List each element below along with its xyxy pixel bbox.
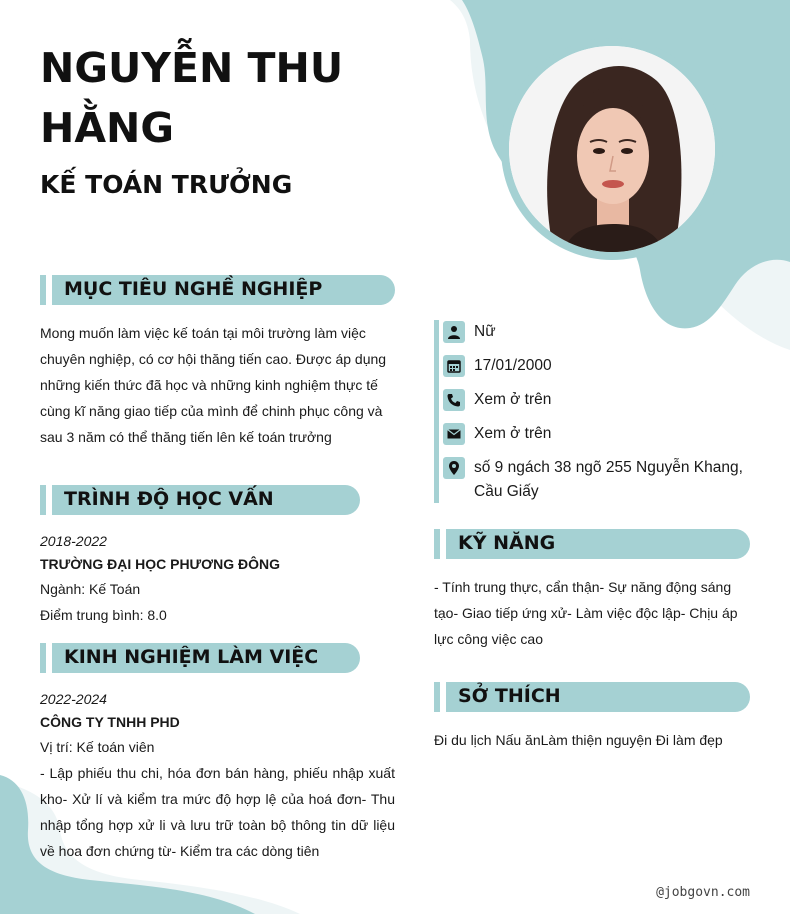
job-title: KẾ TOÁN TRƯỞNG [40, 170, 293, 199]
education-gpa: Điểm trung bình: 8.0 [40, 607, 167, 623]
contact-phone: Xem ở trên [474, 391, 552, 408]
contact-address: số 9 ngách 38 ngõ 255 Nguyễn Khang, Cầu Giấy [474, 459, 743, 500]
footer-watermark: @jobgovn.com [656, 885, 750, 900]
section-education-header [40, 485, 360, 515]
hobbies-text: Đi du lịch Nấu ănLàm thiện nguyện Đi làm đẹp [434, 732, 723, 748]
education-period: 2018-2022 [40, 533, 107, 549]
avatar [509, 46, 715, 252]
experience-position: Vị trí: Kế toán viên [40, 739, 155, 755]
location-pin-icon [443, 457, 465, 479]
contact-birthdate: 17/01/2000 [474, 357, 552, 374]
contact-accent-bar [434, 320, 439, 503]
skills-text: - Tính trung thực, cẩn thận- Sự năng động sáng tạo- Giao tiếp ứng xử- Làm việc độc lập- Chịu áp lực công việc cao [434, 579, 738, 647]
section-hobbies-title: SỞ THÍCH [458, 685, 561, 707]
phone-icon [443, 389, 465, 411]
section-experience-title: KINH NGHIỆM LÀM VIỆC [64, 646, 319, 668]
profile-photo [501, 38, 723, 260]
section-experience-header [40, 643, 360, 673]
contact-gender: Nữ [474, 323, 496, 340]
mail-icon [443, 423, 465, 445]
experience-description: - Lập phiếu thu chi, hóa đơn bán hàng, phiếu nhập xuất kho- Xử lí và kiểm tra mức độ hợp lệ của hoá đơn- Thu nhập tổng hợp xử li và lưu trữ toàn bộ thông tin dữ liệu về hoa đơn chứng từ- Kiểm tra các dòng tiên [40, 765, 395, 859]
section-hobbies-header [434, 682, 750, 712]
contact-email: Xem ở trên [474, 425, 552, 442]
section-skills-title: KỸ NĂNG [458, 532, 556, 554]
experience-period: 2022-2024 [40, 691, 107, 707]
education-school: TRƯỜNG ĐẠI HỌC PHƯƠNG ĐÔNG [40, 556, 281, 572]
section-education-title: TRÌNH ĐỘ HỌC VẤN [64, 488, 274, 510]
person-icon [443, 321, 465, 343]
section-objective-title: MỤC TIÊU NGHỀ NGHIỆP [64, 278, 323, 300]
candidate-name: NGUYỄN THU HẰNG [40, 44, 344, 152]
objective-text: Mong muốn làm việc kế toán tại môi trường làm việc chuyên nghiệp, có cơ hội thăng tiến cao. Được áp dụng những kiến thức đã học và những kinh nghiệm thực tế cùng kĩ năng giao tiếp của mình để chinh phục công và sau 3 năm có thể thăng tiến lên kế toán trưởng [40, 325, 387, 445]
calendar-icon [443, 355, 465, 377]
education-major: Ngành: Kế Toán [40, 581, 141, 597]
section-skills-header [434, 529, 750, 559]
experience-company: CÔNG TY TNHH PHD [40, 714, 180, 730]
section-objective-header [40, 275, 395, 305]
